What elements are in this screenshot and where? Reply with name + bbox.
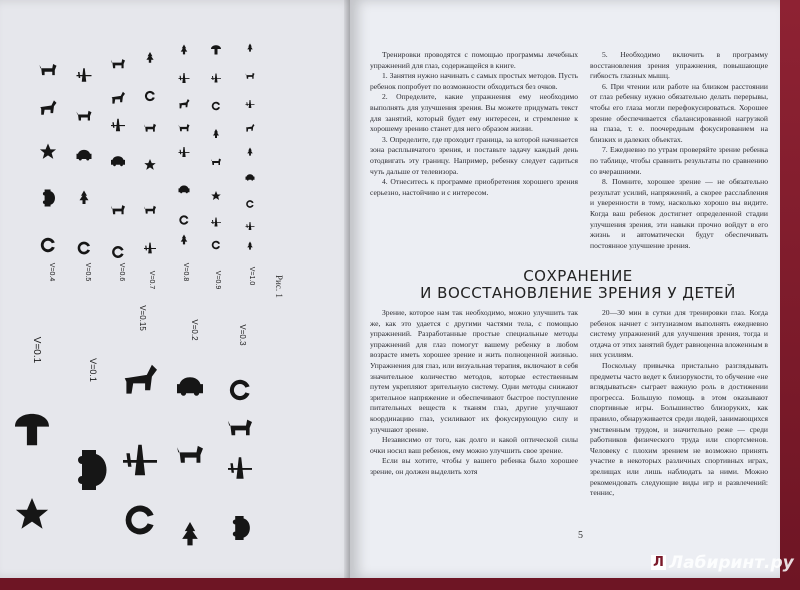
acuity-label: V=0.4: [48, 262, 55, 282]
tree-icon: [181, 45, 188, 55]
acuity-label: V=0.2: [190, 319, 199, 341]
car-icon: [77, 150, 92, 161]
acuity-label: V=0.6: [118, 262, 125, 282]
acuity-symbols: [15, 44, 255, 546]
airplane-icon: [123, 445, 157, 476]
paragraph: 1. Занятия нужно начинать с самых простых методов. Пусть ребенок попробует по возможности обходиться без очков.: [370, 71, 578, 91]
star-icon: [16, 498, 48, 529]
tree-icon: [80, 191, 89, 205]
text-column-3: [370, 308, 578, 478]
mushroom-icon: [15, 414, 49, 445]
acuity-label: V=0.1: [31, 336, 42, 364]
acuity-label: V=0.7: [148, 270, 155, 290]
paragraph: 7. Ежедневно по утрам проверяйте зрение ребенка по таблице, чтобы сравнить результаты по сравнению со вчерашними.: [590, 145, 768, 176]
acuity-label: V=0.8: [182, 262, 189, 282]
car-icon: [246, 174, 255, 180]
paragraph: Зрение, которое нам так необходимо, можно улучшить так же, как это удается с другими частями тела, с помощью упражнений. Разработанные простые специальные методы упражнений для глаз помогут вашему ребенку в любом возрасте иметь хорошее зрение и жить полноценной жизнью. Упражнения для глаз, или визуальная терапия, включают в себя значительное количество методов, которые естественным путем укрепляют зрительную систему. Одни методы снижают зрительное напряжение и обеспечивают быстрое поступление питательных веществ к тканям глаз, другие улучшают координацию глаз, усиливают их фокусирующую силу и улучшают зрение.: [370, 308, 578, 434]
acuity-labels: [31, 263, 255, 382]
ring-icon: [126, 506, 154, 535]
star-icon: [40, 144, 56, 159]
star-icon: [211, 191, 221, 200]
paragraph: 5. Необходимо включить в программу восстановления зрения упражнения, повышающие гибкость глазных мышц.: [590, 50, 768, 81]
left-page: [0, 0, 355, 578]
dog-icon: [246, 73, 255, 79]
car-icon: [179, 185, 190, 193]
horse-icon: [179, 99, 189, 108]
tree-icon: [247, 44, 252, 52]
vision-test-chart: [0, 0, 355, 578]
airplane-icon: [211, 218, 221, 227]
paragraph: 20—30 мин в сутки для тренировки глаз. Когда ребенок начнет с энтузиазмом выполнять ежедневно систему упражнений для улучшения зрения, тогда и отдача от этих занятий будет равноценна вложенным в них усилиям.: [590, 308, 768, 360]
watermark-logo-icon: Л: [651, 555, 666, 570]
dog-icon: [144, 124, 156, 132]
paragraph: 2. Определите, какие упражнения ему необходимо выполнять для улучшения зрения. Вы можете придумать текст для занятий, который будет ему интересен, и стремление к хорошему зрению станет для него образом жизни.: [370, 92, 578, 134]
paragraph: 6. При чтении или работе на близком расстоянии от глаз ребенку нужно обязательно делать перерывы, чтобы его глаза могли перефокусироваться. Хорошее зрение обеспечивается сбалансированной нагрузкой на глаза, т. е. поочередным фокусированием на близких и далеких объектах.: [590, 81, 768, 144]
paragraph: Независимо от того, как долго и какой оптической силы очки носил ваш ребенок, ему можно улучшить свое зрение.: [370, 435, 578, 455]
acuity-label: V=0.15: [138, 305, 147, 331]
airplane-icon: [179, 147, 190, 157]
paragraph: 8. Помните, хорошее зрение — не обязательно результат усилий, напряжений, а скорее расслабления и уверенности в тому, насколько хорошо вы видите. Когда ваш ребенок достигнет определенной стадии улучшения зрения, эти навыки прочно войдут в его жизнь и автоматически будут обеспечивать постоянное улучшение зрения.: [590, 177, 768, 250]
ring-icon: [230, 380, 250, 400]
acuity-label: V=0.1: [88, 358, 98, 382]
ring-icon: [78, 242, 90, 255]
acuity-label: V=0.9: [214, 270, 221, 290]
tree-icon: [182, 522, 198, 545]
acuity-label: V=1.0: [248, 266, 255, 286]
horse-icon: [246, 124, 255, 132]
car-icon: [78, 450, 107, 490]
acuity-label: V=0.3: [238, 324, 247, 346]
text-column-4: [590, 308, 768, 499]
heading-line-1: СОХРАНЕНИЕ: [523, 267, 633, 285]
horse-icon: [112, 92, 125, 104]
paragraph: 3. Определите, где проходит граница, за которой начинается зона расплывчатого зрения, и поставьте задачу каждый день отодвигать эту границу. Например, ребенку следует садиться чуть дальше от телевизора.: [370, 134, 578, 176]
horse-icon: [125, 365, 157, 394]
car-icon: [43, 190, 55, 207]
airplane-icon: [246, 222, 255, 230]
car-icon: [177, 377, 203, 396]
tree-icon: [213, 129, 219, 138]
paragraph: Тренировки проводятся с помощью программы лечебных упражнений для глаз, содержащейся в книге.: [370, 50, 578, 70]
horse-icon: [40, 100, 56, 114]
ring-icon: [212, 102, 220, 111]
tree-icon: [146, 52, 153, 63]
dog-icon: [177, 446, 203, 463]
paragraph: Поскольку привычка пристально разглядывать предметы часто ведет к близорукости, то обучение «не вглядываться» сыграет важную роль в достижении прогресса. Большую помощь в этом оказывают спортивные игры. Большинство близоруких, как правило, обнаруживается среди людей, занимающихся умственным трудом, и значительно реже — среди работников физического труда или спортсменов. Человеку с плохим зрением не возможно принять участие в некоторых различных спортивных играх, зрелищах или лишь наблюдать за ними. Можно рекомендовать следующие виды игр и развлечений: теннис,: [590, 360, 768, 498]
airplane-icon: [211, 74, 221, 83]
dog-icon: [40, 64, 57, 75]
ring-icon: [246, 200, 253, 208]
star-icon: [144, 159, 155, 170]
watermark: [650, 553, 794, 573]
car-icon: [233, 516, 250, 540]
airplane-icon: [179, 73, 190, 83]
dog-icon: [111, 205, 125, 214]
airplane-icon: [77, 68, 92, 82]
airplane-icon: [228, 457, 252, 479]
dog-icon: [144, 206, 156, 214]
acuity-label: V=0.5: [84, 262, 91, 282]
tree-icon: [247, 242, 252, 250]
paragraph: 4. Отнеситесь к программе приобретения хорошего зрения серьезно, настойчиво и с интересом.: [370, 177, 578, 197]
ring-icon: [212, 241, 220, 250]
ring-icon: [41, 238, 55, 252]
airplane-icon: [246, 100, 255, 108]
mushroom-icon: [211, 45, 221, 54]
airplane-icon: [111, 119, 125, 132]
heading-line-2: И ВОССТАНОВЛЕНИЕ ЗРЕНИЯ У ДЕТЕЙ: [420, 284, 736, 302]
ring-icon: [179, 215, 188, 224]
dog-icon: [228, 420, 252, 436]
ring-icon: [112, 246, 124, 258]
ring-icon: [145, 91, 155, 101]
text-column-1: [370, 50, 578, 198]
text-column-2: [590, 50, 768, 251]
page-number: 5: [578, 530, 583, 541]
dog-icon: [111, 59, 125, 68]
paragraph: Если вы хотите, чтобы у вашего ребенка было хорошее зрение, он должен выделить хотя: [370, 456, 578, 476]
airplane-icon: [144, 243, 156, 254]
tree-icon: [247, 148, 252, 156]
figure-label: Рис. 1: [274, 275, 284, 298]
car-icon: [111, 156, 125, 166]
watermark-text: Лабиринт.ру: [669, 553, 794, 573]
dog-icon: [179, 124, 190, 131]
tree-icon: [181, 235, 188, 245]
dog-icon: [211, 159, 221, 166]
section-heading: [378, 268, 778, 302]
dog-icon: [77, 111, 92, 121]
